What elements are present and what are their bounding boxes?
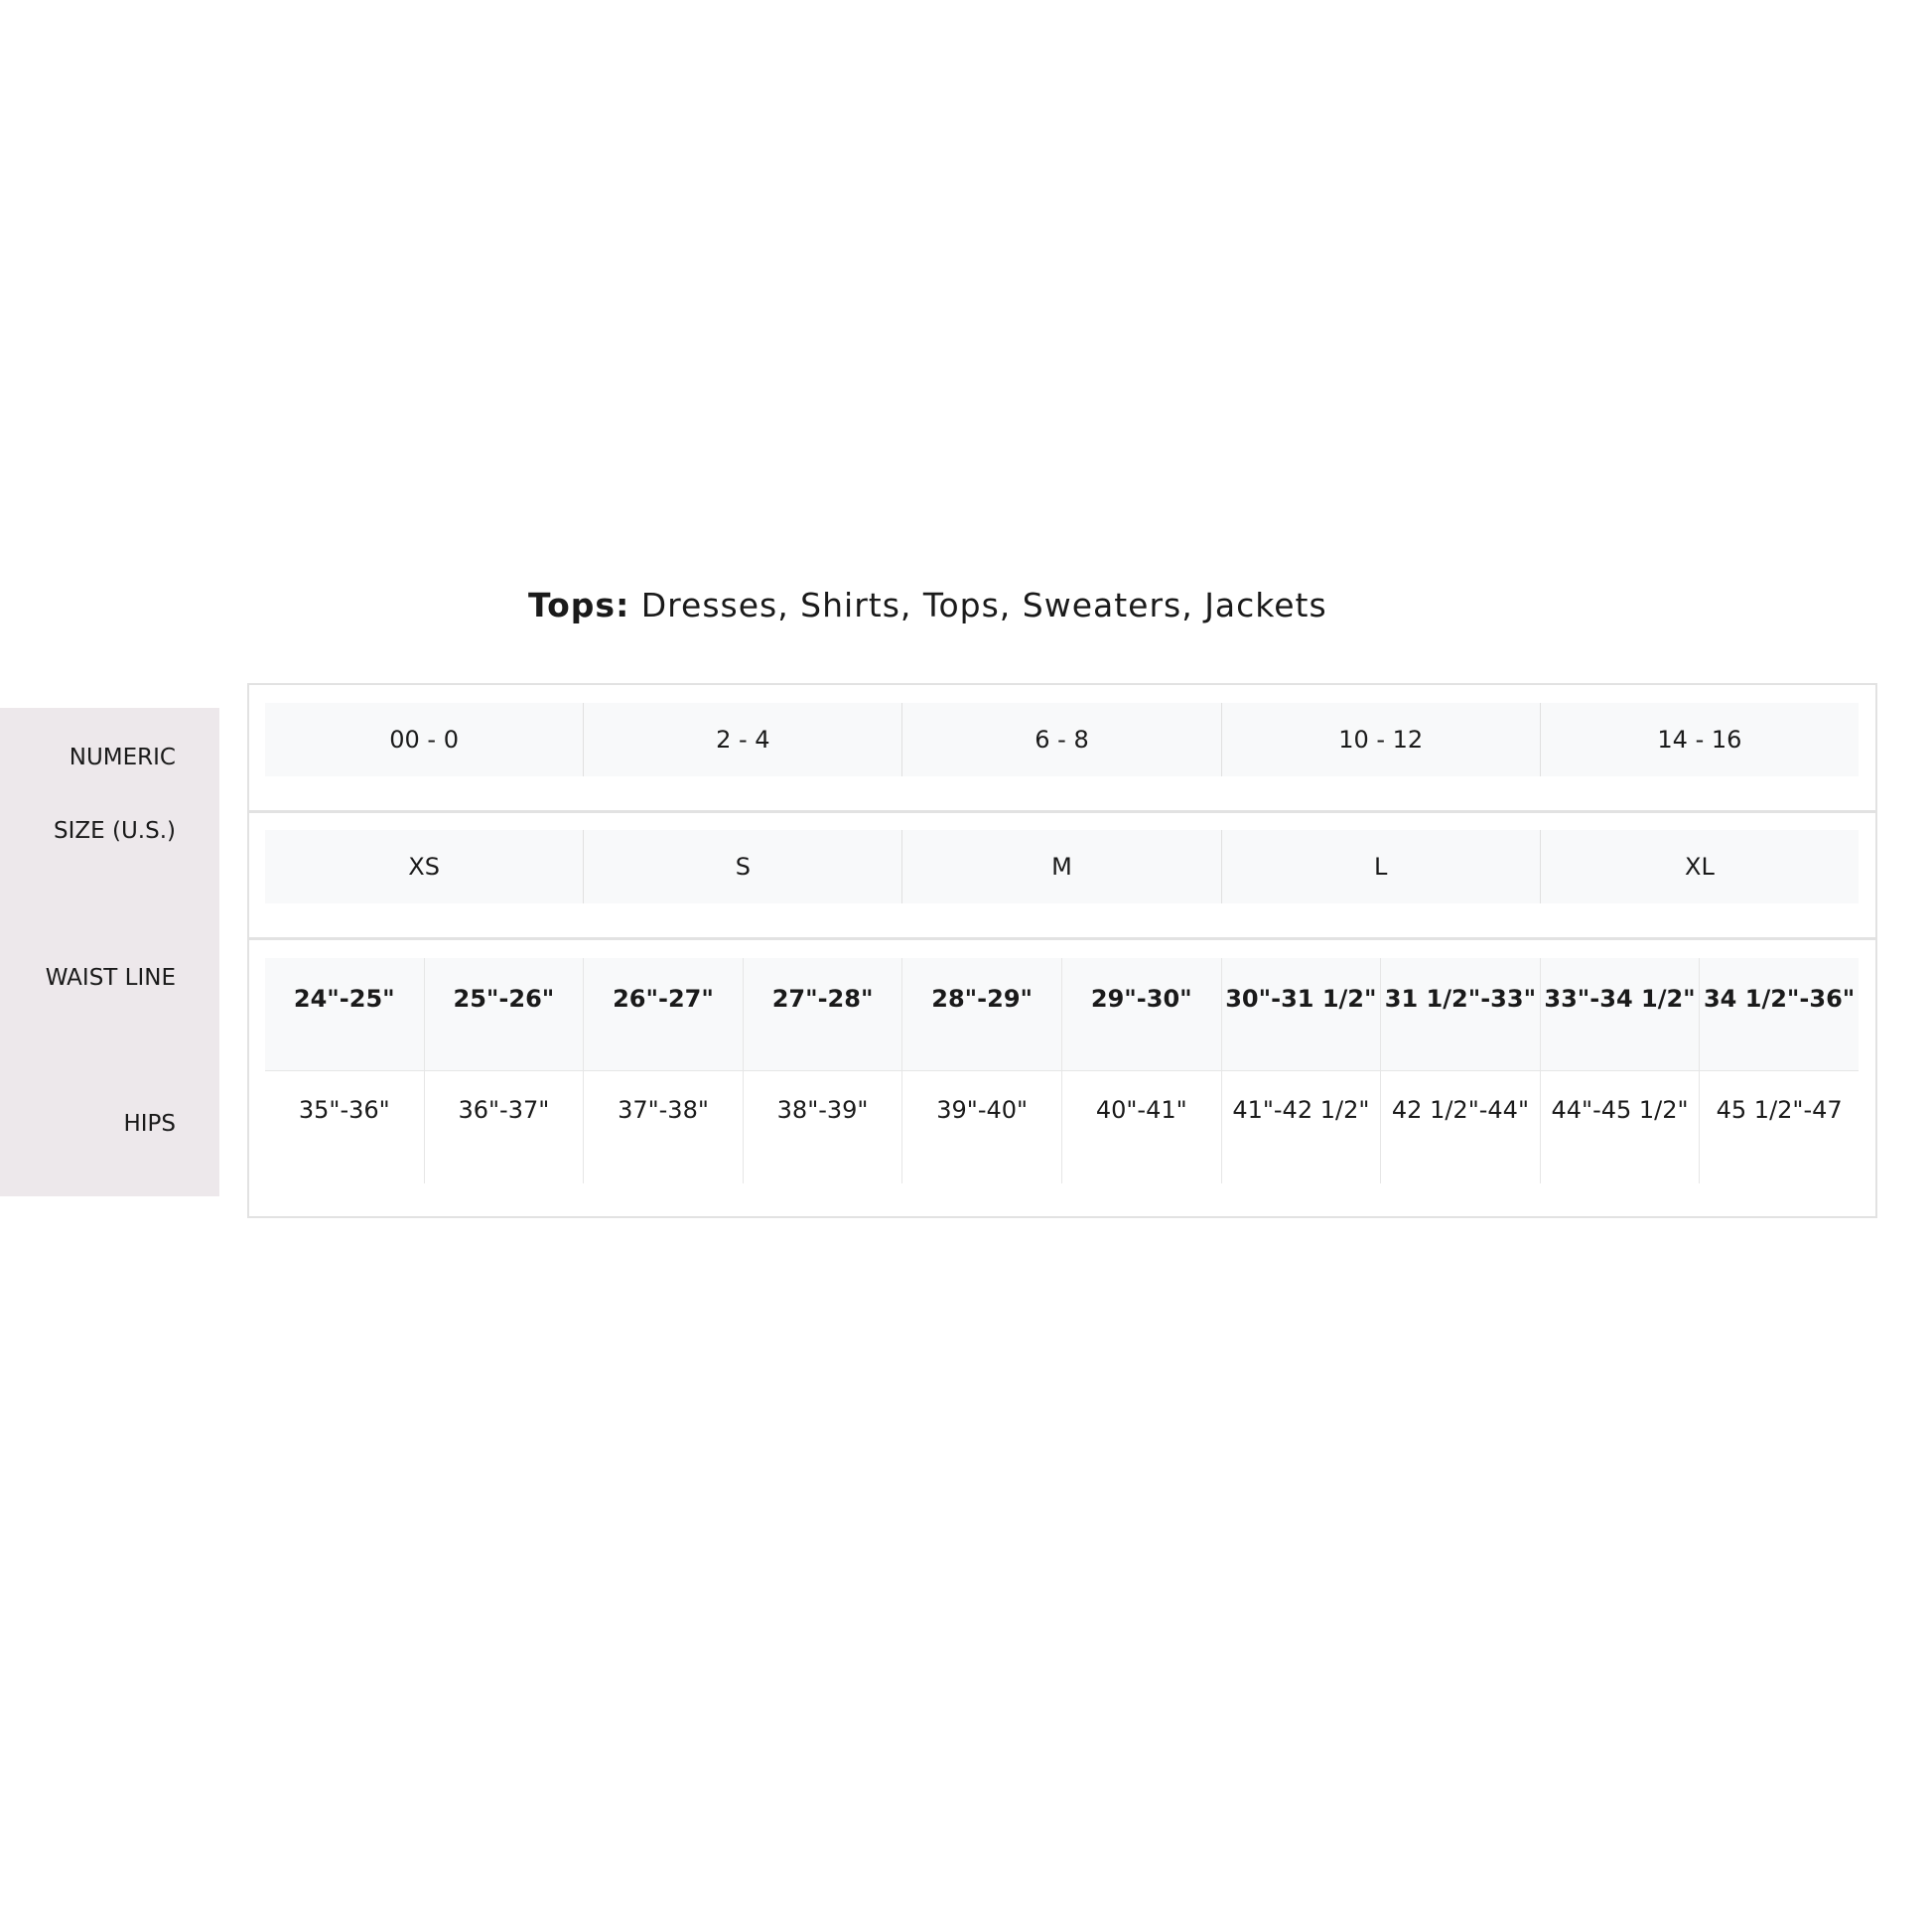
numeric-size-cell: 00 - 0 <box>389 726 459 754</box>
waist-cell: 27"-28" <box>743 958 902 1070</box>
title-category: Tops: <box>528 586 630 624</box>
hips-label: HIPS <box>123 1111 176 1137</box>
numeric-size-row <box>265 703 1859 776</box>
numeric-label: NUMERIC <box>69 745 176 770</box>
waist-cell: 33"-34 1/2" <box>1540 958 1700 1070</box>
chart-title <box>528 586 1327 624</box>
size-us-label: SIZE (U.S.) <box>54 818 176 844</box>
hips-row <box>265 1071 1859 1183</box>
hips-cell: 37"-38" <box>583 1071 743 1183</box>
divider <box>247 937 1877 940</box>
hips-cell: 42 1/2"-44" <box>1380 1071 1540 1183</box>
letter-size-cell: S <box>583 830 901 903</box>
waist-cell: 24"-25" <box>293 985 395 1013</box>
waist-cell: 34 1/2"-36" <box>1699 958 1859 1070</box>
numeric-size-cell: 10 - 12 <box>1221 703 1540 776</box>
letter-size-row <box>265 830 1859 903</box>
hips-cell: 39"-40" <box>901 1071 1061 1183</box>
waist-line-label: WAIST LINE <box>45 965 176 991</box>
hips-cell: 40"-41" <box>1061 1071 1221 1183</box>
letter-size-cell: XL <box>1540 830 1859 903</box>
letter-size-cell: L <box>1221 830 1540 903</box>
waist-cell: 25"-26" <box>424 958 584 1070</box>
numeric-size-cell: 14 - 16 <box>1540 703 1859 776</box>
hips-cell: 44"-45 1/2" <box>1540 1071 1700 1183</box>
hips-cell: 45 1/2"-47 <box>1699 1071 1859 1183</box>
hips-cell: 41"-42 1/2" <box>1221 1071 1381 1183</box>
waist-cell: 29"-30" <box>1061 958 1221 1070</box>
measurements-table <box>265 958 1859 1183</box>
waist-cell: 28"-29" <box>901 958 1061 1070</box>
waist-row <box>265 958 1859 1071</box>
hips-cell: 36"-37" <box>424 1071 584 1183</box>
title-items: Dresses, Shirts, Tops, Sweaters, Jackets <box>640 586 1327 624</box>
waist-cell: 30"-31 1/2" <box>1221 958 1381 1070</box>
numeric-size-cell: 6 - 8 <box>901 703 1220 776</box>
letter-size-cell: M <box>901 830 1220 903</box>
waist-cell: 26"-27" <box>583 958 743 1070</box>
waist-cell: 31 1/2"-33" <box>1380 958 1540 1070</box>
numeric-size-cell: 2 - 4 <box>583 703 901 776</box>
hips-cell: 38"-39" <box>743 1071 902 1183</box>
divider <box>247 810 1877 813</box>
row-label-panel <box>0 708 219 1196</box>
letter-size-cell: XS <box>408 853 440 881</box>
hips-cell: 35"-36" <box>298 1096 390 1124</box>
